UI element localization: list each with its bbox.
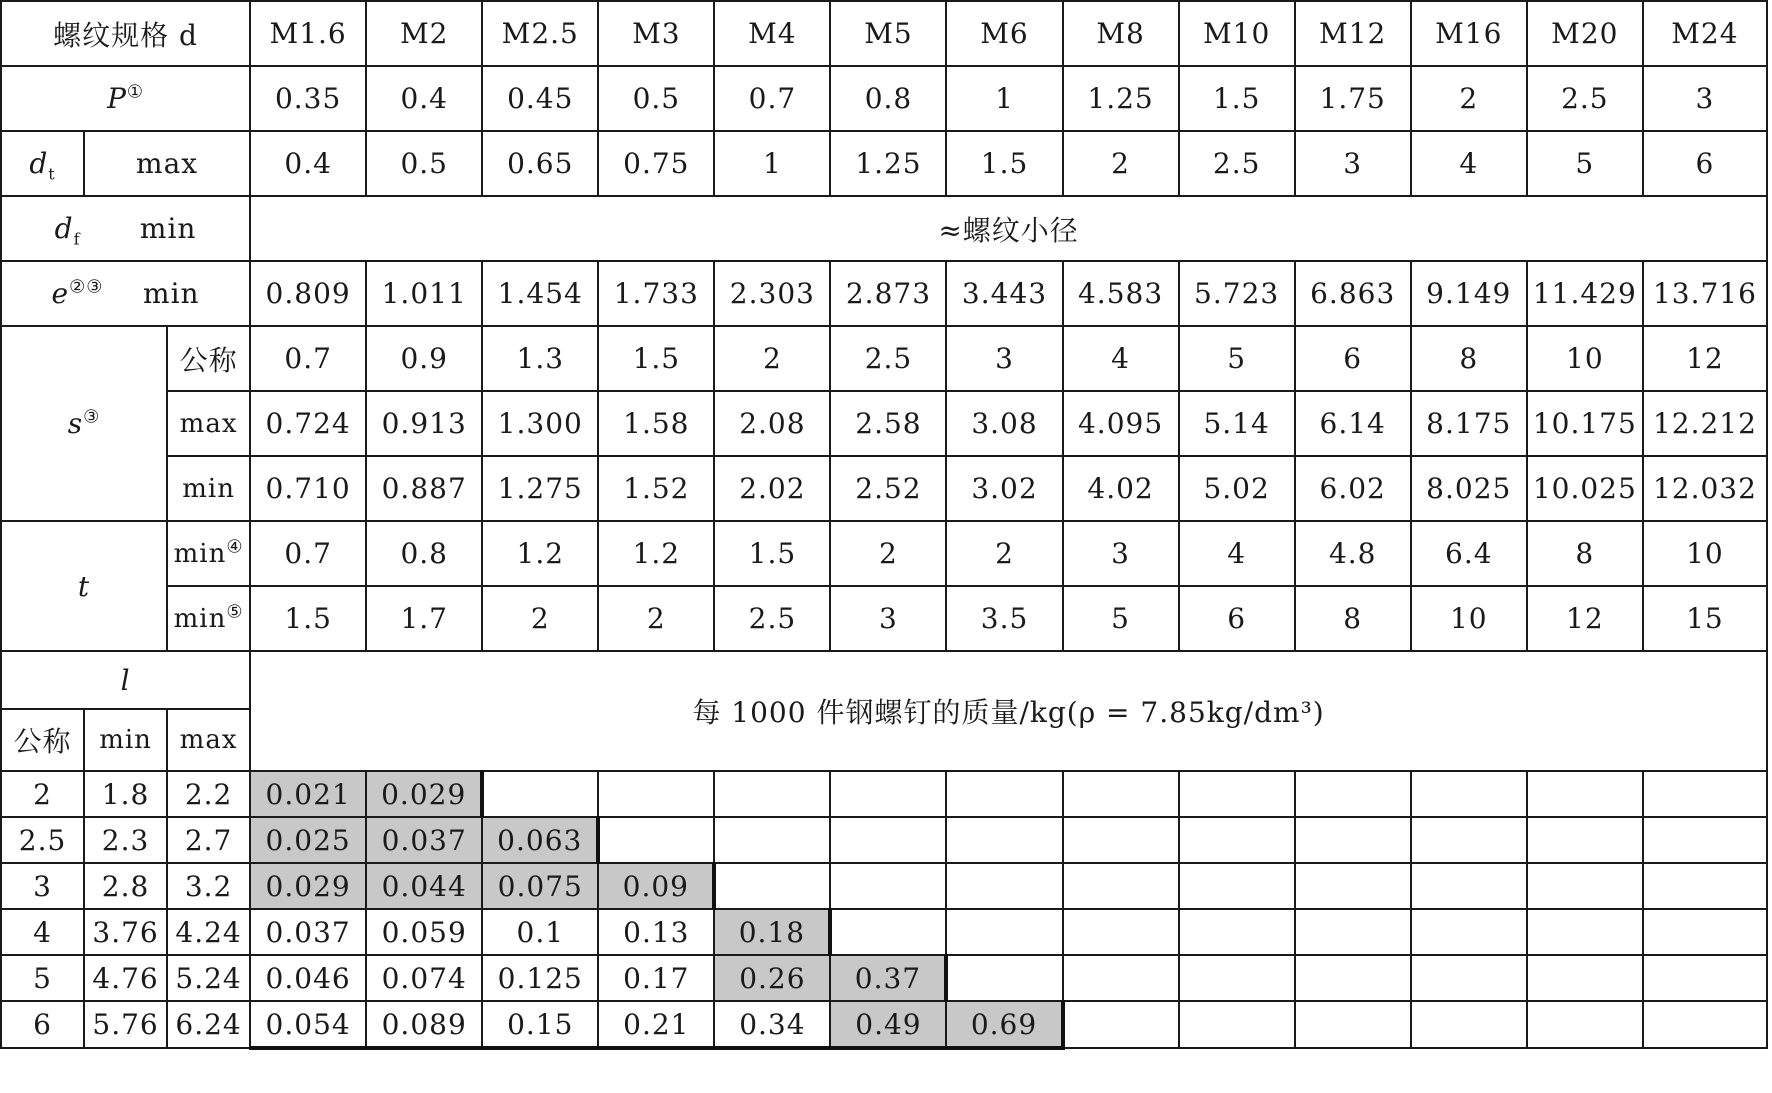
mass-cell: 0.037	[366, 817, 482, 863]
mass-cell	[1527, 955, 1643, 1001]
spec-cell: M6	[946, 1, 1062, 66]
mass-cell	[598, 817, 714, 863]
spec-cell: M16	[1411, 1, 1527, 66]
value-cell: 1.733	[598, 261, 714, 326]
mass-cell: 0.09	[598, 863, 714, 909]
length-min: 2.3	[84, 817, 167, 863]
mass-cell: 0.059	[366, 909, 482, 955]
value-cell: 2	[482, 586, 598, 651]
value-cell: 0.887	[366, 456, 482, 521]
mass-cell	[1063, 863, 1179, 909]
value-cell: 2.58	[830, 391, 946, 456]
value-cell: 2.5	[1179, 131, 1295, 196]
mass-cell	[1063, 1001, 1179, 1048]
value-cell: 10.025	[1527, 456, 1643, 521]
value-cell: 0.75	[598, 131, 714, 196]
value-cell: 4.583	[1063, 261, 1179, 326]
mass-cell: 0.26	[714, 955, 830, 1001]
mass-cell	[1295, 955, 1411, 1001]
mass-cell: 0.037	[250, 909, 366, 955]
mass-cell: 0.34	[714, 1001, 830, 1048]
value-cell: 4	[1063, 326, 1179, 391]
value-cell: 1.5	[250, 586, 366, 651]
value-cell: 13.716	[1643, 261, 1767, 326]
length-min-header: min	[84, 709, 167, 771]
value-cell: 5	[1063, 586, 1179, 651]
pitch-label	[1, 66, 250, 131]
value-cell: 6.4	[1411, 521, 1527, 586]
mass-cell: 0.021	[250, 771, 366, 817]
value-cell: 3	[1643, 66, 1767, 131]
s-min-row	[1, 456, 1767, 521]
spec-cell: M10	[1179, 1, 1295, 66]
e-row	[1, 261, 1767, 326]
value-cell: 1	[714, 131, 830, 196]
mass-cell: 0.13	[598, 909, 714, 955]
value-cell: 4.8	[1295, 521, 1411, 586]
value-cell: 10	[1411, 586, 1527, 651]
e-qualifier: min	[143, 277, 200, 310]
length-min: 3.76	[84, 909, 167, 955]
mass-cell: 0.075	[482, 863, 598, 909]
value-cell: 1.5	[946, 131, 1062, 196]
value-cell: 3.443	[946, 261, 1062, 326]
value-cell: 2.303	[714, 261, 830, 326]
mass-cell	[1063, 909, 1179, 955]
pitch-symbol: P	[107, 82, 127, 115]
mass-cell	[714, 863, 830, 909]
length-nominal-header: 公称	[1, 709, 84, 771]
mass-cell	[1179, 863, 1295, 909]
thread-spec-label: 螺纹规格 d	[1, 1, 250, 66]
mass-cell	[1643, 955, 1767, 1001]
mass-cell	[1411, 1001, 1527, 1048]
mass-cell	[1643, 909, 1767, 955]
spec-cell: M8	[1063, 1, 1179, 66]
spec-cell: M20	[1527, 1, 1643, 66]
mass-cell	[1411, 771, 1527, 817]
value-cell: 0.913	[366, 391, 482, 456]
mass-cell	[830, 817, 946, 863]
value-cell: 0.35	[250, 66, 366, 131]
dt-subscript: t	[48, 164, 56, 184]
df-qualifier: min	[139, 212, 197, 245]
value-cell: 3.02	[946, 456, 1062, 521]
value-cell: 1.52	[598, 456, 714, 521]
mass-table-body	[1, 771, 1767, 1048]
mass-cell	[1179, 909, 1295, 955]
value-cell: 4.095	[1063, 391, 1179, 456]
spec-cell: M3	[598, 1, 714, 66]
mass-cell	[1063, 771, 1179, 817]
mass-cell: 0.089	[366, 1001, 482, 1048]
length-row	[1, 863, 1767, 909]
length-symbol-row	[1, 651, 1767, 709]
value-cell: 6	[1295, 326, 1411, 391]
value-cell: 1.58	[598, 391, 714, 456]
value-cell: 0.4	[366, 66, 482, 131]
value-cell: 3.5	[946, 586, 1062, 651]
length-min: 2.8	[84, 863, 167, 909]
value-cell: 5	[1179, 326, 1295, 391]
mass-cell	[1179, 1001, 1295, 1048]
spec-header-row	[1, 1, 1767, 66]
value-cell: 1.300	[482, 391, 598, 456]
mass-cell: 0.21	[598, 1001, 714, 1048]
value-cell: 10.175	[1527, 391, 1643, 456]
length-nominal: 6	[1, 1001, 84, 1048]
mass-cell: 0.044	[366, 863, 482, 909]
mass-cell: 0.125	[482, 955, 598, 1001]
t-min5-text: min	[173, 603, 227, 634]
value-cell: 12	[1527, 586, 1643, 651]
e-label	[1, 261, 250, 326]
value-cell: 0.724	[250, 391, 366, 456]
value-cell: 6.02	[1295, 456, 1411, 521]
value-cell: 12.032	[1643, 456, 1767, 521]
value-cell: 1.011	[366, 261, 482, 326]
value-cell: 3.08	[946, 391, 1062, 456]
value-cell: 3	[1063, 521, 1179, 586]
length-symbol	[1, 651, 250, 709]
mass-cell	[1527, 1001, 1643, 1048]
length-row	[1, 909, 1767, 955]
value-cell: 0.8	[830, 66, 946, 131]
length-max: 2.7	[167, 817, 250, 863]
value-cell: 11.429	[1527, 261, 1643, 326]
df-symbol: d	[54, 212, 74, 245]
mass-cell	[1179, 817, 1295, 863]
t-symbol: t	[77, 569, 91, 603]
mass-cell	[1643, 863, 1767, 909]
mass-cell	[1179, 955, 1295, 1001]
length-min: 5.76	[84, 1001, 167, 1048]
mass-cell	[1179, 771, 1295, 817]
dt-symbol: d	[29, 147, 49, 180]
mass-cell: 0.18	[714, 909, 830, 955]
value-cell: 2.5	[714, 586, 830, 651]
mass-cell	[1527, 863, 1643, 909]
spec-cell: M2.5	[482, 1, 598, 66]
df-row	[1, 196, 1767, 261]
t-label	[1, 521, 167, 651]
value-cell: 12.212	[1643, 391, 1767, 456]
mass-cell	[1411, 909, 1527, 955]
mass-cell	[1527, 771, 1643, 817]
spec-cell: M5	[830, 1, 946, 66]
dt-qualifier: max	[84, 131, 250, 196]
length-row	[1, 771, 1767, 817]
spec-cell: M2	[366, 1, 482, 66]
length-max-header: max	[167, 709, 250, 771]
value-cell: 3	[1295, 131, 1411, 196]
s-note: ③	[83, 406, 101, 428]
value-cell: 0.7	[250, 326, 366, 391]
mass-cell	[830, 771, 946, 817]
mass-cell: 0.029	[366, 771, 482, 817]
value-cell: 0.5	[366, 131, 482, 196]
s-symbol: s	[67, 407, 84, 440]
mass-cell	[946, 955, 1062, 1001]
mass-cell: 0.025	[250, 817, 366, 863]
value-cell: 15	[1643, 586, 1767, 651]
value-cell: 1.5	[714, 521, 830, 586]
mass-cell	[1063, 955, 1179, 1001]
value-cell: 6.14	[1295, 391, 1411, 456]
mass-cell: 0.054	[250, 1001, 366, 1048]
t-min5-label	[167, 586, 250, 651]
value-cell: 1.25	[1063, 66, 1179, 131]
mass-cell	[598, 771, 714, 817]
value-cell: 1.5	[1179, 66, 1295, 131]
value-cell: 1.454	[482, 261, 598, 326]
length-max: 6.24	[167, 1001, 250, 1048]
mass-cell	[1063, 817, 1179, 863]
value-cell: 2	[1411, 66, 1527, 131]
length-nominal: 2.5	[1, 817, 84, 863]
value-cell: 12	[1643, 326, 1767, 391]
mass-cell	[1527, 909, 1643, 955]
mass-cell	[946, 771, 1062, 817]
t-min4-text: min	[173, 538, 227, 569]
s-label	[1, 326, 167, 521]
mass-cell	[1527, 817, 1643, 863]
t-min4-note: ④	[226, 535, 244, 557]
value-cell: 2	[830, 521, 946, 586]
value-cell: 2.5	[1527, 66, 1643, 131]
length-row	[1, 955, 1767, 1001]
t-min4-label	[167, 521, 250, 586]
value-cell: 10	[1527, 326, 1643, 391]
value-cell: 0.4	[250, 131, 366, 196]
s-max-row	[1, 391, 1767, 456]
value-cell: 8	[1295, 586, 1411, 651]
mass-cell	[1295, 771, 1411, 817]
length-max: 2.2	[167, 771, 250, 817]
mass-cell	[946, 817, 1062, 863]
spec-cell: M4	[714, 1, 830, 66]
value-cell: 2	[946, 521, 1062, 586]
mass-cell	[1411, 955, 1527, 1001]
mass-cell	[830, 909, 946, 955]
spec-cell: M1.6	[250, 1, 366, 66]
spec-cell: M12	[1295, 1, 1411, 66]
value-cell: 0.7	[250, 521, 366, 586]
mass-cell	[1295, 863, 1411, 909]
value-cell: 2.873	[830, 261, 946, 326]
t-min5-row	[1, 586, 1767, 651]
df-label	[1, 196, 250, 261]
value-cell: 2.08	[714, 391, 830, 456]
value-cell: 2.02	[714, 456, 830, 521]
mass-cell	[714, 817, 830, 863]
value-cell: 1.2	[482, 521, 598, 586]
value-cell: 1.3	[482, 326, 598, 391]
value-cell: 0.65	[482, 131, 598, 196]
value-cell: 1	[946, 66, 1062, 131]
length-row	[1, 1001, 1767, 1048]
mass-cell	[1295, 817, 1411, 863]
s-nominal-row	[1, 326, 1767, 391]
s-nominal-label: 公称	[167, 326, 250, 391]
t-min4-row	[1, 521, 1767, 586]
e-note: ②③	[69, 276, 104, 298]
mass-cell: 0.17	[598, 955, 714, 1001]
length-symbol-text: l	[120, 663, 131, 697]
length-max: 3.2	[167, 863, 250, 909]
mass-cell	[1643, 1001, 1767, 1048]
value-cell: 4.02	[1063, 456, 1179, 521]
mass-cell: 0.69	[946, 1001, 1062, 1048]
value-cell: 0.809	[250, 261, 366, 326]
value-cell: 2	[1063, 131, 1179, 196]
value-cell: 1.25	[830, 131, 946, 196]
value-cell: 1.2	[598, 521, 714, 586]
length-nominal: 4	[1, 909, 84, 955]
mass-cell	[1295, 1001, 1411, 1048]
value-cell: 8.025	[1411, 456, 1527, 521]
value-cell: 3	[946, 326, 1062, 391]
mass-cell	[1295, 909, 1411, 955]
mass-cell	[1411, 863, 1527, 909]
value-cell: 0.45	[482, 66, 598, 131]
value-cell: 0.5	[598, 66, 714, 131]
length-row	[1, 817, 1767, 863]
value-cell: 4	[1411, 131, 1527, 196]
t-min5-note: ⑤	[226, 600, 244, 622]
mass-cell	[830, 863, 946, 909]
value-cell: 0.710	[250, 456, 366, 521]
pitch-row	[1, 66, 1767, 131]
value-cell: 3	[830, 586, 946, 651]
mass-cell	[482, 771, 598, 817]
pitch-note: ①	[126, 81, 145, 103]
value-cell: 2.5	[830, 326, 946, 391]
mass-cell	[1411, 817, 1527, 863]
mass-caption: 每 1000 件钢螺钉的质量/kg(ρ = 7.85kg/dm³)	[250, 651, 1767, 771]
value-cell: 2.52	[830, 456, 946, 521]
mass-cell	[946, 909, 1062, 955]
value-cell: 0.8	[366, 521, 482, 586]
length-min: 1.8	[84, 771, 167, 817]
mass-cell: 0.074	[366, 955, 482, 1001]
value-cell: 1.75	[1295, 66, 1411, 131]
value-cell: 1.275	[482, 456, 598, 521]
mass-cell: 0.063	[482, 817, 598, 863]
mass-cell: 0.37	[830, 955, 946, 1001]
length-max: 4.24	[167, 909, 250, 955]
value-cell: 5.723	[1179, 261, 1295, 326]
s-max-label: max	[167, 391, 250, 456]
value-cell: 0.9	[366, 326, 482, 391]
mass-cell	[946, 863, 1062, 909]
value-cell: 5.02	[1179, 456, 1295, 521]
value-cell: 0.7	[714, 66, 830, 131]
length-nominal: 2	[1, 771, 84, 817]
length-nominal: 3	[1, 863, 84, 909]
value-cell: 2	[598, 586, 714, 651]
value-cell: 5	[1527, 131, 1643, 196]
df-merged-value: ≈螺纹小径	[250, 196, 1767, 261]
dt-row	[1, 131, 1767, 196]
mass-cell: 0.029	[250, 863, 366, 909]
mass-cell: 0.046	[250, 955, 366, 1001]
value-cell: 6.863	[1295, 261, 1411, 326]
value-cell: 8	[1527, 521, 1643, 586]
value-cell: 8	[1411, 326, 1527, 391]
mass-cell	[1643, 771, 1767, 817]
value-cell: 5.14	[1179, 391, 1295, 456]
value-cell: 6	[1643, 131, 1767, 196]
spec-cell: M24	[1643, 1, 1767, 66]
length-nominal: 5	[1, 955, 84, 1001]
value-cell: 9.149	[1411, 261, 1527, 326]
mass-cell	[714, 771, 830, 817]
value-cell: 4	[1179, 521, 1295, 586]
e-symbol: e	[51, 277, 70, 310]
s-min-label: min	[167, 456, 250, 521]
value-cell: 1.7	[366, 586, 482, 651]
mass-cell: 0.1	[482, 909, 598, 955]
length-min: 4.76	[84, 955, 167, 1001]
value-cell: 2	[714, 326, 830, 391]
value-cell: 10	[1643, 521, 1767, 586]
length-max: 5.24	[167, 955, 250, 1001]
mass-cell	[1643, 817, 1767, 863]
value-cell: 6	[1179, 586, 1295, 651]
value-cell: 8.175	[1411, 391, 1527, 456]
value-cell: 1.5	[598, 326, 714, 391]
mass-cell: 0.15	[482, 1001, 598, 1048]
mass-cell: 0.49	[830, 1001, 946, 1048]
dt-symbol-cell	[1, 131, 84, 196]
df-subscript: f	[73, 229, 81, 249]
